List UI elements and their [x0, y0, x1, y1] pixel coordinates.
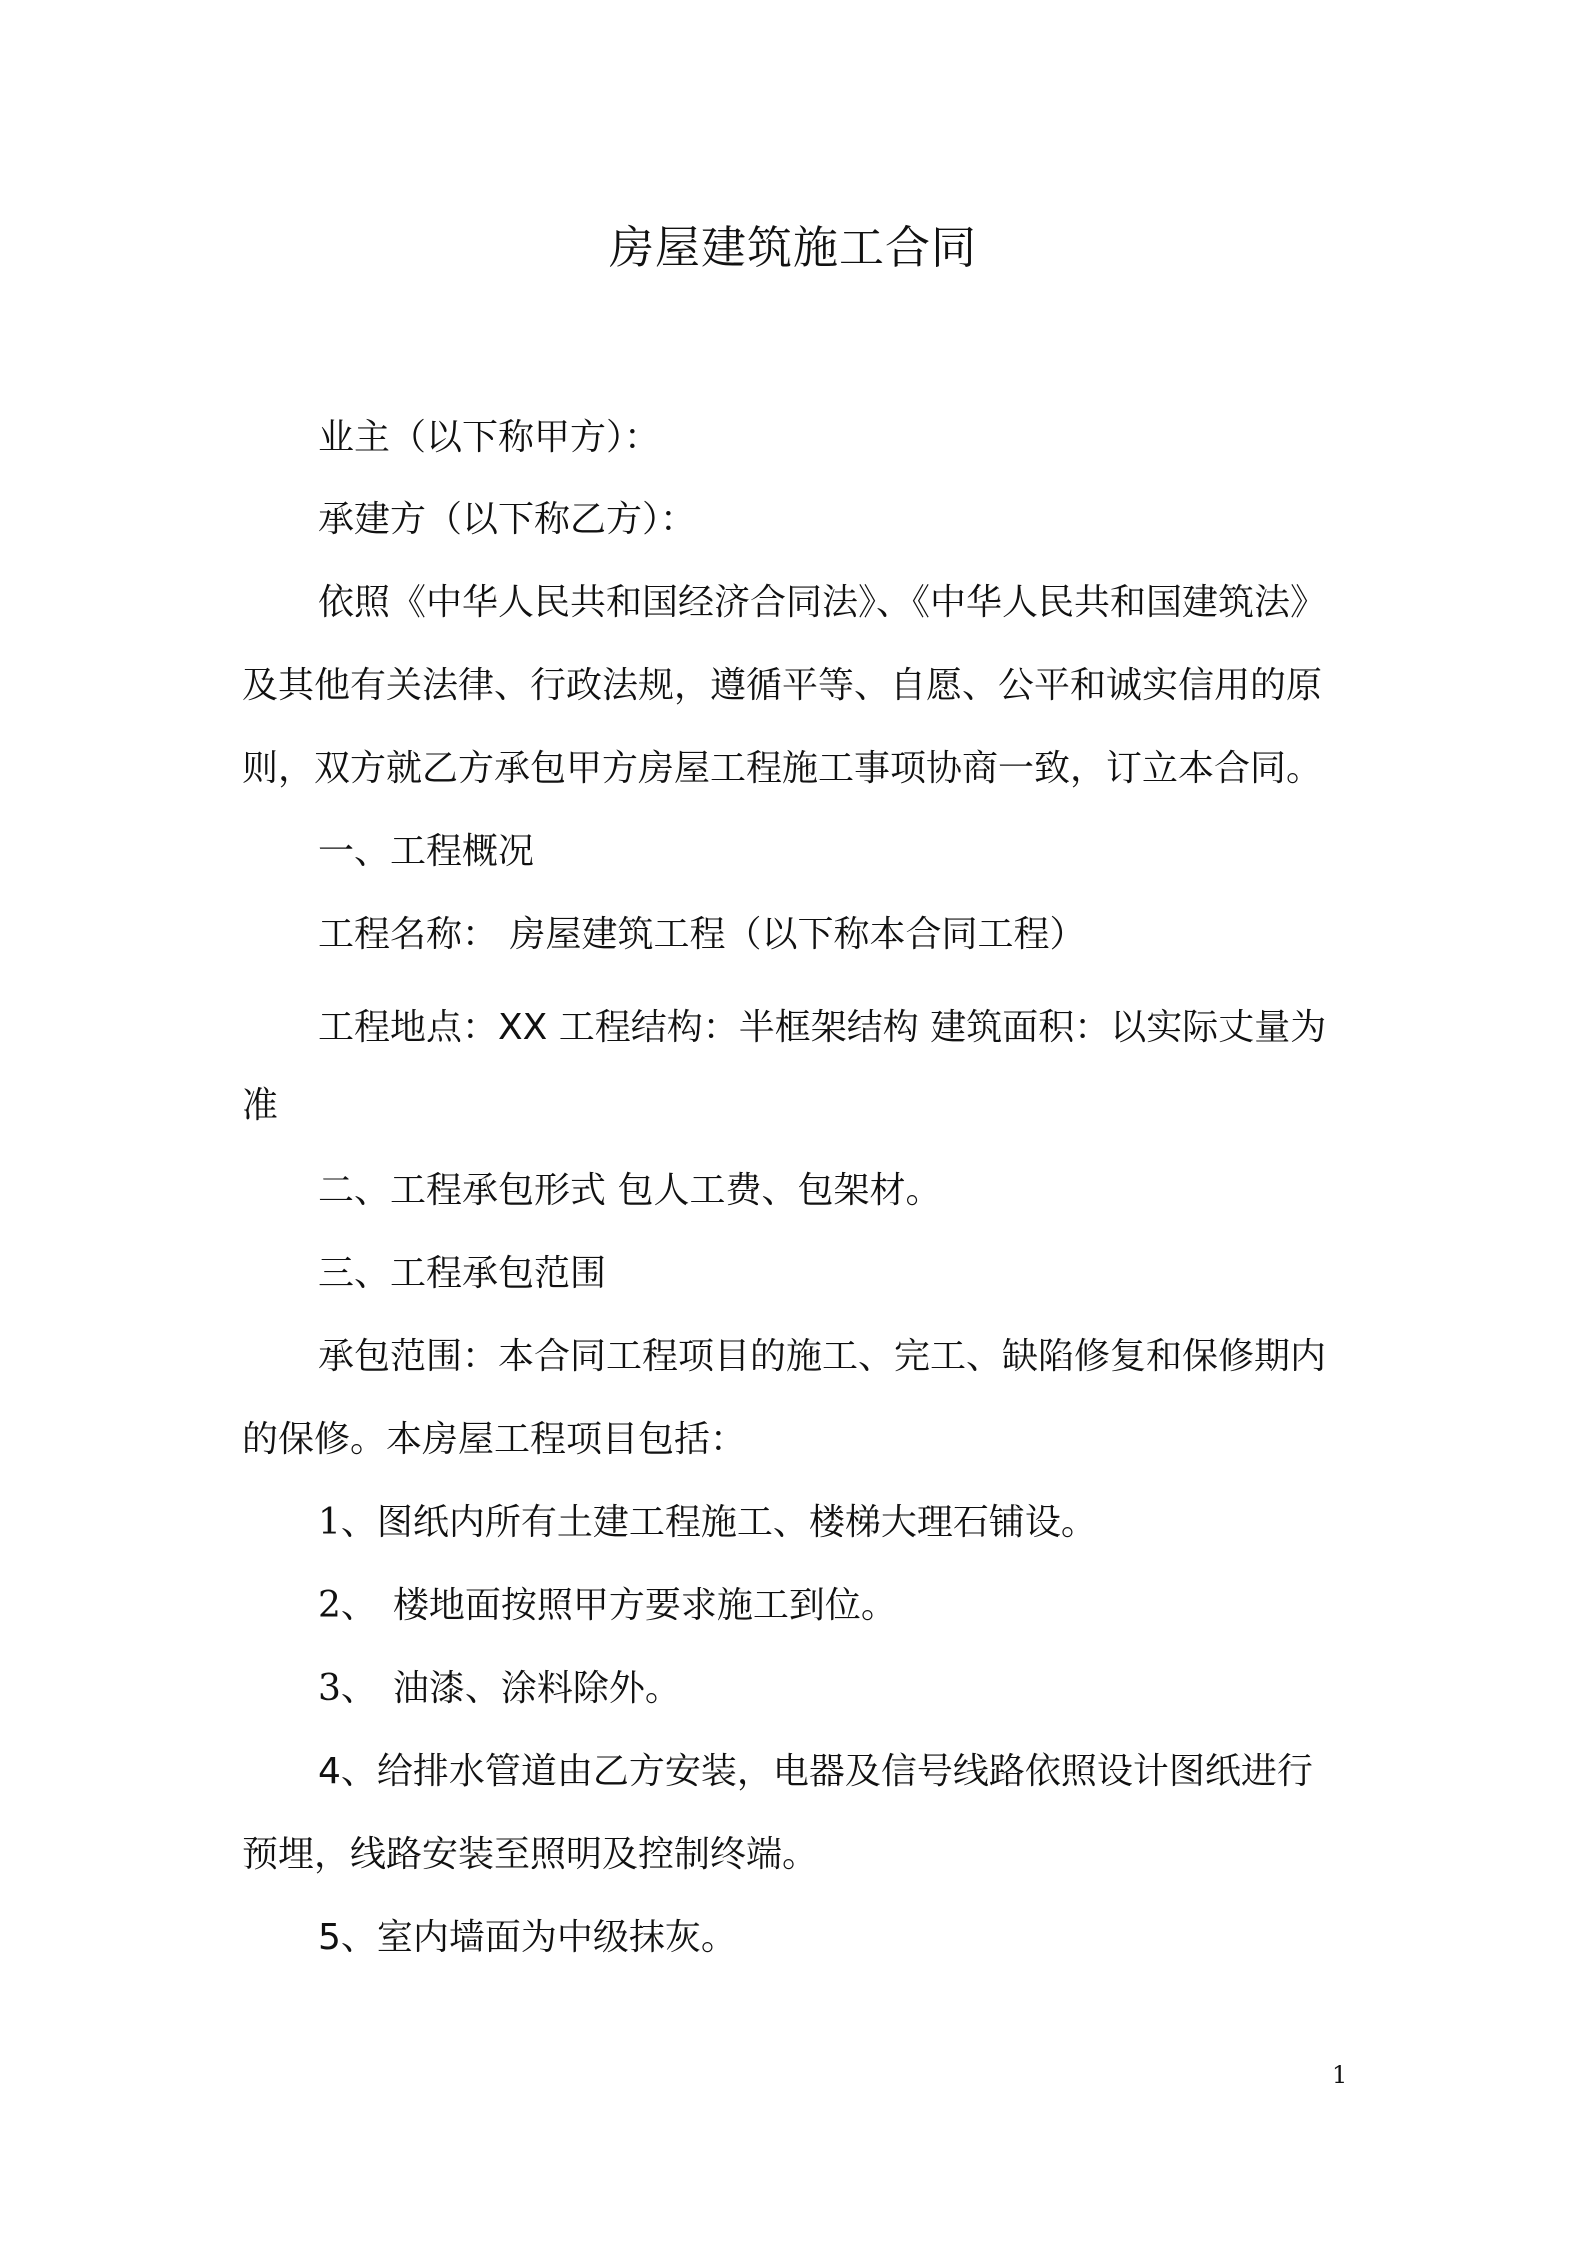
page-number: 1 — [1332, 2061, 1348, 2089]
list-item-5: 5、室内墙面为中级抹灰。 — [318, 1917, 737, 1958]
preamble-line-2: 及其他有关法律、行政法规，遵循平等、自愿、公平和诚实信用的原 — [242, 665, 1323, 706]
scope-line-1: 承包范围：本合同工程项目的施工、完工、缺陷修复和保修期内 — [318, 1336, 1327, 1377]
preamble-line-1: 依照《中华人民共和国经济合同法》、《中华人民共和国建筑法》 — [318, 582, 1327, 623]
list-item-1-text: 图纸内所有土建工程施工、楼梯大理石铺设。 — [376, 1502, 1097, 1543]
section-heading-overview: 一、工程概况 — [318, 831, 535, 872]
project-location-line-cont: 准 — [242, 1085, 279, 1126]
list-number-2: 2、 — [318, 1585, 377, 1626]
list-number-3: 3、 — [318, 1668, 377, 1709]
list-item-4: 4、给排水管道由乙方安装，电器及信号线路依照设计图纸进行 — [318, 1751, 1313, 1792]
list-item-2 — [318, 1581, 897, 1631]
preamble-line-3: 则，双方就乙方承包甲方房屋工程施工事项协商一致，订立本合同。 — [242, 748, 1323, 789]
list-item-4-cont: 预埋，线路安装至照明及控制终端。 — [242, 1834, 819, 1875]
list-item-3 — [318, 1664, 681, 1714]
scope-line-2: 的保修。本房屋工程项目包括： — [242, 1419, 747, 1460]
project-name-line: 工程名称： 房屋建筑工程（以下称本合同工程） — [318, 914, 1086, 955]
contractor-party-line: 承建方（以下称乙方）： — [318, 499, 697, 540]
section-heading-scope: 三、工程承包范围 — [318, 1253, 607, 1294]
list-item-3-text: 油漆、涂料除外。 — [392, 1668, 681, 1709]
project-location-line: 工程地点：XX 工程结构：半框架结构 建筑面积：以实际丈量为 — [318, 1007, 1327, 1048]
owner-party-line: 业主（以下称甲方）： — [318, 417, 661, 458]
list-item-1 — [318, 1498, 1097, 1548]
list-number-1: 1、 — [318, 1502, 377, 1543]
document-title: 房屋建筑施工合同 — [608, 221, 977, 274]
list-item-2-text: 楼地面按照甲方要求施工到位。 — [392, 1585, 897, 1626]
section-heading-contract-form: 二、工程承包形式 包人工费、包架材。 — [318, 1170, 942, 1211]
